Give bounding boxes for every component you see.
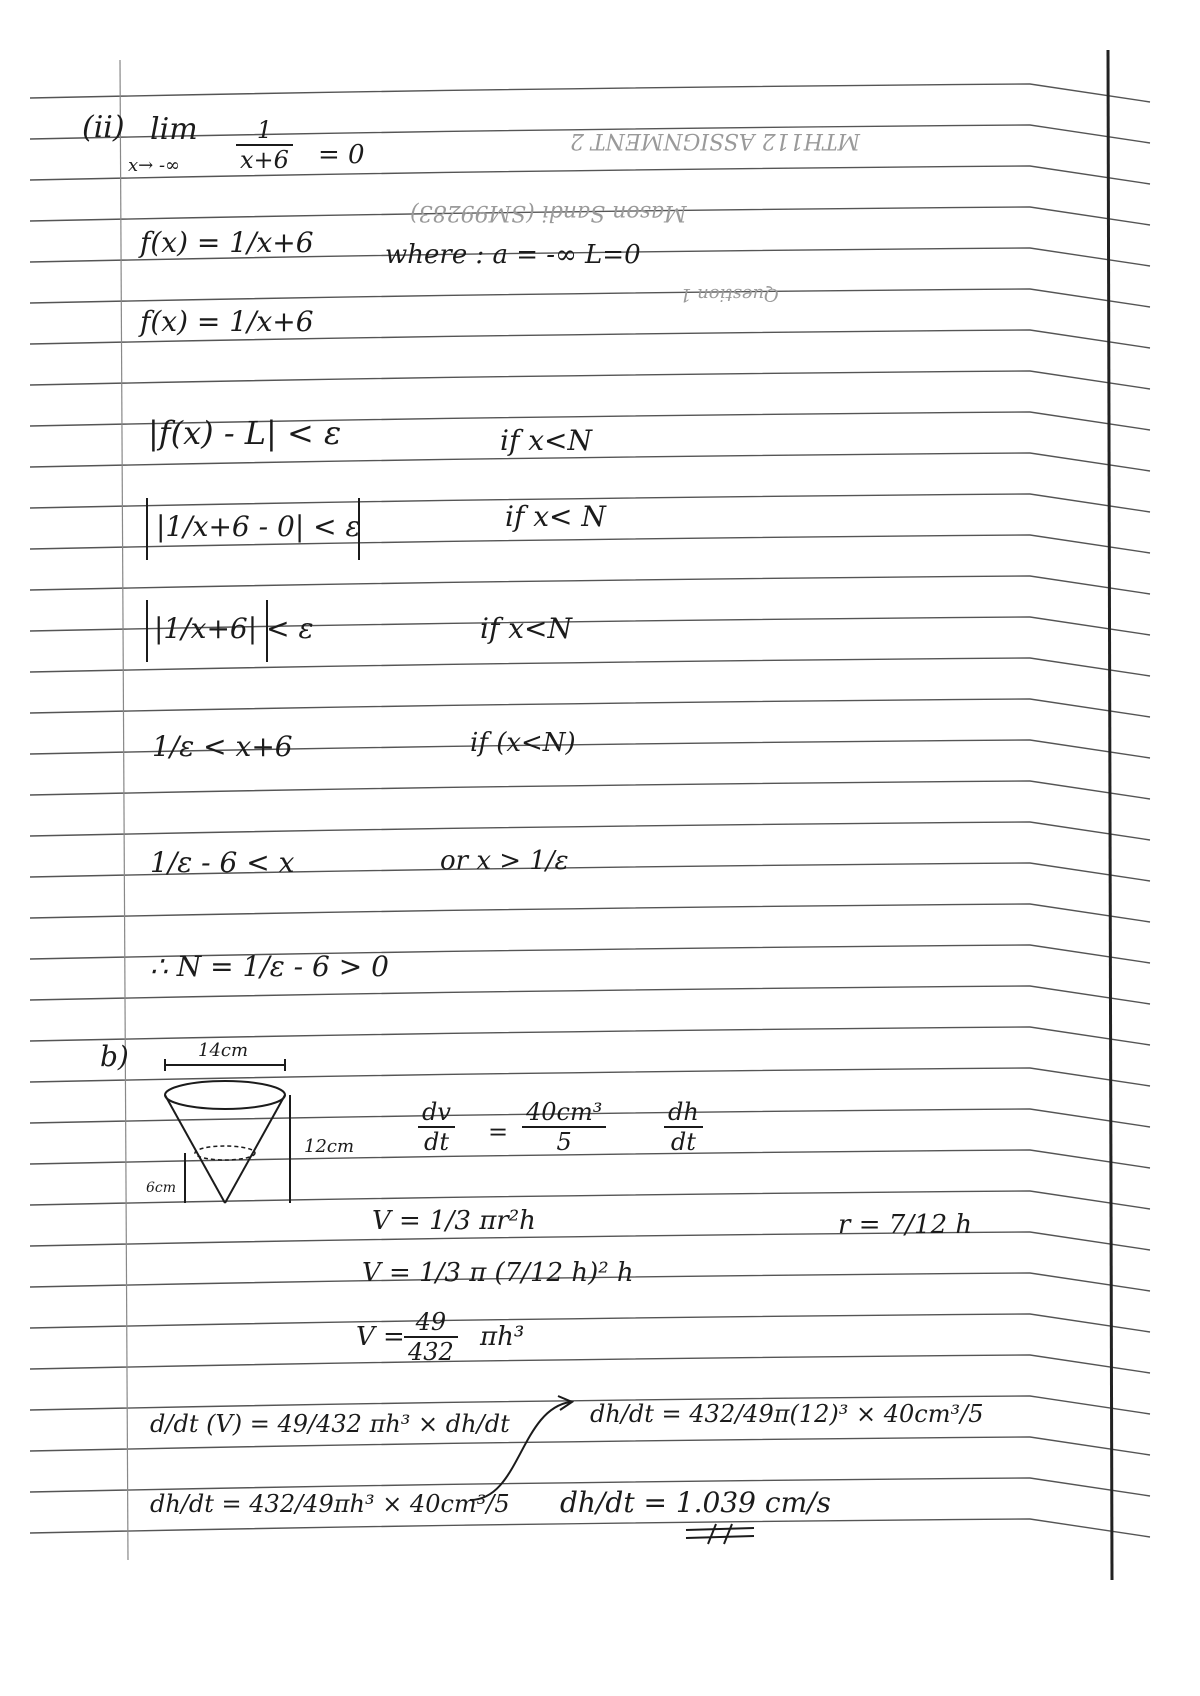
volume-substituted: V = 1/3 π (7/12 h)² h (362, 1258, 634, 1288)
rate-denominator: 5 (556, 1128, 572, 1156)
ruled-line (30, 84, 1150, 102)
step-4-condition: if (x<N) (470, 728, 576, 758)
dv-dt (418, 1098, 455, 1156)
f-definition-2: f(x) = 1/x+6 (140, 305, 314, 338)
rate-numerator: 40cm³ (522, 1098, 606, 1128)
step-3: |1/x+6| < ε (154, 612, 314, 645)
step-2: |1/x+6 - 0| < ε (156, 510, 361, 543)
volume-simplified-fraction (404, 1308, 458, 1366)
derivative-line: d/dt (V) = 49/432 πh³ × dh/dt (150, 1410, 510, 1438)
ruled-line (30, 1519, 1150, 1537)
cone-top-width: 14cm (198, 1040, 249, 1061)
ruled-line (30, 822, 1150, 840)
volume-simplified-num: 49 (404, 1308, 458, 1338)
rate-value (522, 1098, 606, 1156)
ruled-line (30, 986, 1150, 1004)
step-2-condition: if x< N (505, 500, 606, 533)
radius-relation: r = 7/12 h (838, 1210, 973, 1240)
rate-equals: = (488, 1118, 509, 1146)
answer-double-underline (680, 1522, 760, 1546)
margin-line (120, 60, 128, 1560)
step-5: 1/ε - 6 < x (150, 846, 295, 879)
final-answer: dh/dt = 1.039 cm/s (560, 1486, 831, 1519)
ruled-line (30, 576, 1150, 594)
right-substitution: dh/dt = 432/49π(12)³ × 40cm³/5 (590, 1400, 984, 1428)
cone-height: 12cm (304, 1136, 355, 1157)
dh-dt (664, 1098, 703, 1156)
volume-formula: V = 1/3 πr²h (372, 1206, 536, 1236)
ruled-line (30, 1314, 1150, 1332)
f-definition: f(x) = 1/x+6 (140, 226, 314, 259)
step-4: 1/ε < x+6 (152, 730, 293, 763)
dh-denominator: dt (670, 1128, 696, 1156)
limit-equals: = 0 (318, 140, 365, 170)
step-6-conclusion: ∴ N = 1/ε - 6 > 0 (150, 950, 389, 983)
limit-subscript: x→ -∞ (128, 155, 181, 176)
ruled-line (30, 1355, 1150, 1373)
step-3-condition: if x<N (480, 612, 572, 645)
limit-numerator: 1 (236, 116, 293, 146)
step-5-alt: or x > 1/ε (440, 846, 569, 876)
ghost-question: Question 1 (680, 284, 779, 305)
volume-simplified-den: 432 (408, 1338, 454, 1366)
limit-denominator: x+6 (240, 146, 289, 174)
where-clause: where : a = -∞ L=0 (385, 240, 641, 270)
part-b-label: b) (100, 1040, 129, 1073)
part-ii-label: (ii) (82, 110, 125, 145)
water-level: 6cm (146, 1180, 177, 1196)
dv-numerator: dv (418, 1098, 455, 1128)
ghost-name: Mason Sandi (SM99283) (410, 200, 687, 225)
ruled-line (30, 699, 1150, 717)
ruled-line (30, 904, 1150, 922)
ghost-header: MTH112 ASSIGNMENT 2 (570, 128, 861, 153)
dv-denominator: dt (423, 1128, 449, 1156)
ruled-line (30, 781, 1150, 799)
step-1: |f(x) - L| < ε (148, 414, 342, 452)
ruled-line (30, 1232, 1150, 1250)
limit-fraction (236, 116, 293, 174)
ruled-line (30, 166, 1150, 184)
step-1-condition: if x<N (500, 424, 592, 457)
volume-simplified-lead: V = (356, 1322, 405, 1352)
page-edge (1108, 50, 1112, 1580)
volume-simplified-tail: πh³ (480, 1322, 525, 1352)
dh-numerator: dh (664, 1098, 703, 1128)
limit-word: lim (150, 112, 198, 147)
ruled-line (30, 371, 1150, 389)
dhdt-line: dh/dt = 432/49πh³ × 40cm³/5 (150, 1490, 510, 1518)
